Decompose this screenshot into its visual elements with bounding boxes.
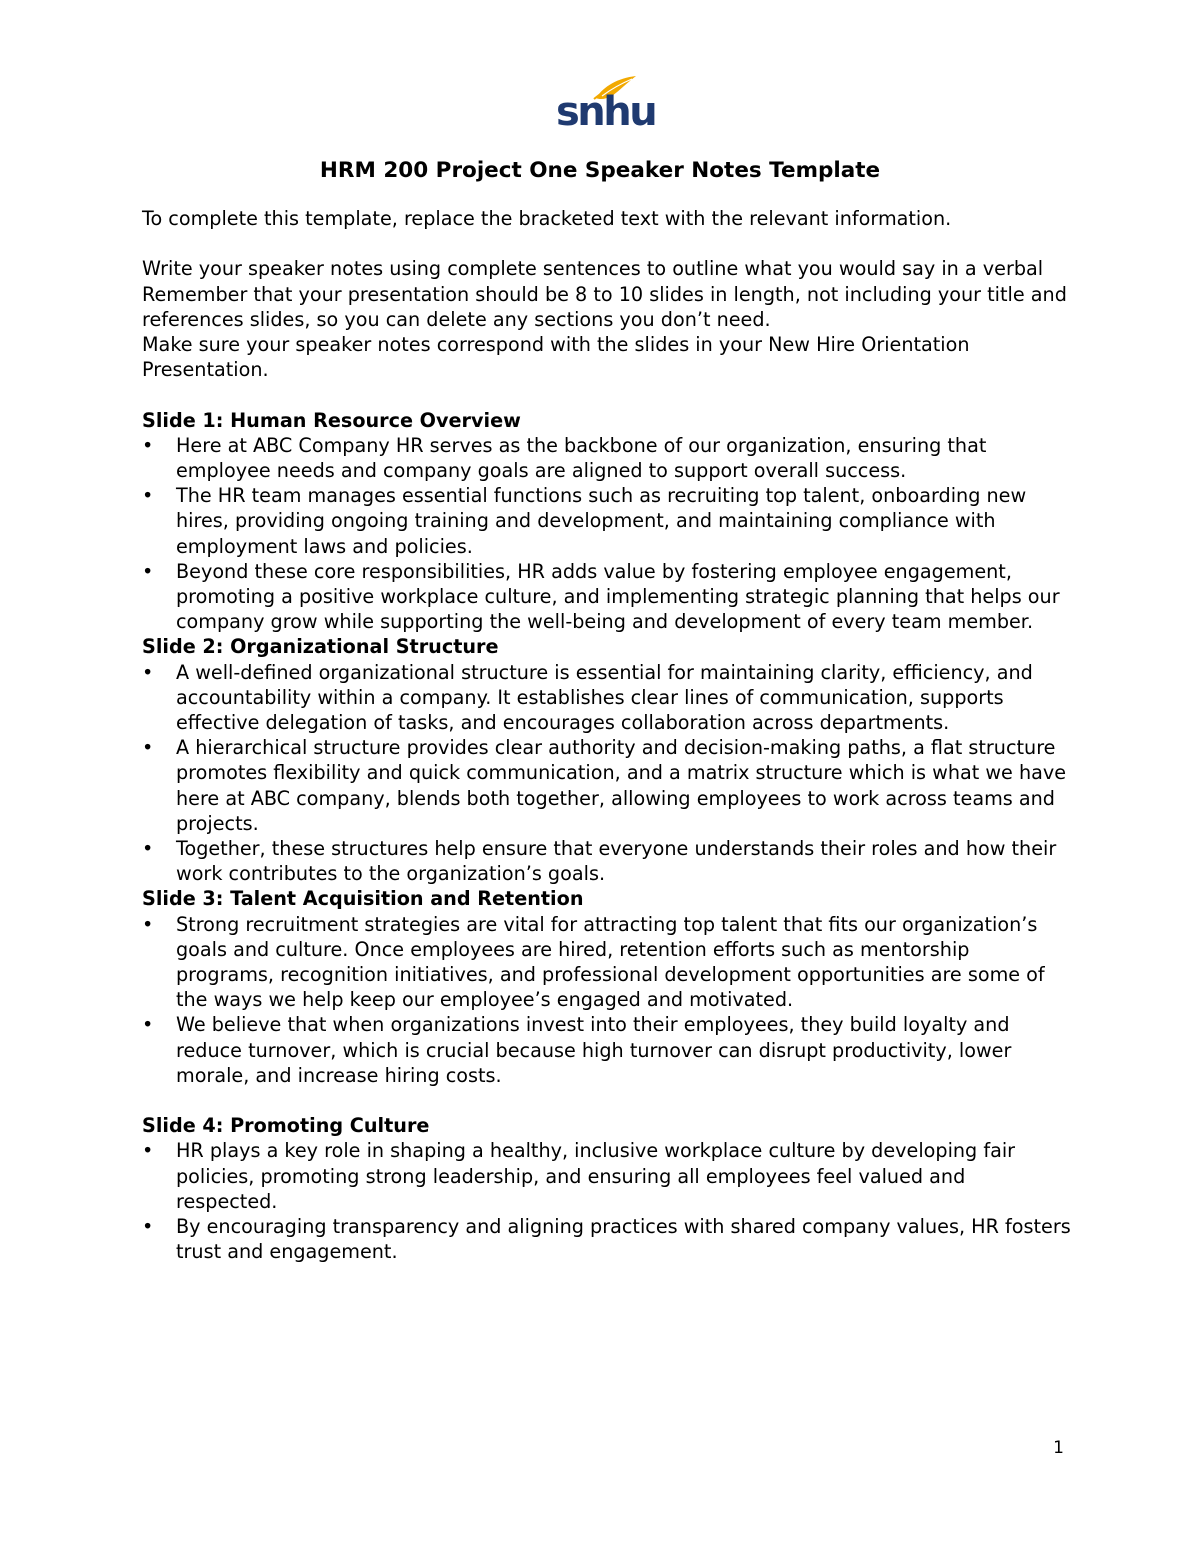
slide-3-bullet-list — [142, 912, 1072, 1088]
slide-4-section — [142, 1113, 1072, 1264]
bullet-icon: • — [142, 837, 154, 861]
document-body — [142, 206, 1072, 1264]
bullet-text: Here at ABC Company HR serves as the backbone of our organization, ensuring that employee needs and company goals are aligned to support overall success. — [176, 433, 987, 482]
bullet-icon: • — [142, 912, 154, 936]
slide-1-section — [142, 408, 1072, 635]
bullet-item — [142, 912, 1072, 1013]
bullet-icon: • — [142, 433, 154, 457]
bullet-icon: • — [142, 1215, 154, 1239]
snhu-logo — [556, 74, 656, 135]
logo-wordmark: snhu — [556, 89, 656, 135]
bullet-icon: • — [142, 660, 154, 684]
slide-4-bullet-list — [142, 1138, 1072, 1264]
template-instruction: To complete this template, replace the bracketed text with the relevant information. — [142, 207, 952, 230]
slide-2-section — [142, 634, 1072, 886]
bullet-icon: • — [142, 1139, 154, 1163]
bullet-text: We believe that when organizations invest into their employees, they build loyalty and reduce turnover, which is crucial because high turnover can disrupt productivity, lower morale, and increase hiring costs. — [176, 1013, 1012, 1087]
bullet-icon: • — [142, 484, 154, 508]
slide-2-heading: Slide 2: Organizational Structure — [142, 635, 499, 659]
bullet-icon: • — [142, 736, 154, 760]
intro-line-3: Make sure your speaker notes correspond with the slides in your New Hire Orientation Presentation. — [142, 333, 970, 382]
bullet-item — [142, 559, 1072, 635]
bullet-icon: • — [142, 559, 154, 583]
bullet-text: A well-defined organizational structure is essential for maintaining clarity, efficiency, and accountability within a company. It establishes clear lines of communication, supports effective delegation of tasks, and encourages collaboration across departments. — [176, 660, 1033, 735]
document-title: HRM 200 Project One Speaker Notes Template — [319, 158, 881, 183]
slide-1-heading: Slide 1: Human Resource Overview — [142, 408, 521, 432]
bullet-item — [142, 660, 1072, 736]
bullet-text: Together, these structures help ensure that everyone understands their roles and how their work contributes to the organization’s goals. — [176, 837, 1057, 886]
paragraph-spacer — [142, 1088, 1072, 1113]
bullet-item — [142, 836, 1072, 886]
paragraph-spacer — [142, 231, 1072, 256]
bullet-text: Beyond these core responsibilities, HR adds value by fostering employee engagement, promoting a positive workplace culture, and implementing strategic planning that helps our company grow while supporting the well-being and development of every team member. — [176, 559, 1060, 634]
slide-3-section — [142, 886, 1072, 1088]
bullet-item — [142, 483, 1072, 559]
bullet-item — [142, 735, 1072, 836]
slide-1-bullet-list — [142, 433, 1072, 635]
bullet-item — [142, 433, 1072, 483]
intro-line-1: Write your speaker notes using complete sentences to outline what you would say in a verbal — [142, 257, 1044, 281]
bullet-text: By encouraging transparency and aligning practices with shared company values, HR fosters trust and engagement. — [176, 1215, 1071, 1264]
page-number: 1 — [1053, 1438, 1064, 1458]
intro-line-2: Remember that your presentation should be 8 to 10 slides in length, not including your title and references slides, so you can delete any sections you don’t need. — [142, 282, 1067, 331]
slide-3-heading: Slide 3: Talent Acquisition and Retention — [142, 887, 584, 911]
paragraph-spacer — [142, 382, 1072, 407]
slide-2-bullet-list — [142, 660, 1072, 887]
slide-4-heading: Slide 4: Promoting Culture — [142, 1114, 430, 1138]
bullet-item — [142, 1012, 1072, 1088]
bullet-item — [142, 1138, 1072, 1214]
bullet-icon: • — [142, 1013, 154, 1037]
bullet-text: The HR team manages essential functions such as recruiting top talent, onboarding new hires, providing ongoing training and development, and maintaining compliance with employment laws and policies. — [176, 484, 1027, 558]
bullet-text: Strong recruitment strategies are vital for attracting top talent that fits our organization’s goals and culture. Once employees are hired, retention efforts such as mentorship programs, recognition initiatives, and professional development opportunities are some of the ways we help keep our employee’s engaged and motivated. — [176, 912, 1045, 1012]
bullet-text: A hierarchical structure provides clear authority and decision-making paths, a flat structure promotes flexibility and quick communication, and a matrix structure which is what we have here at ABC company, blends both together, allowing employees to work across teams and projects. — [176, 736, 1067, 835]
bullet-text: HR plays a key role in shaping a healthy, inclusive workplace culture by developing fair policies, promoting strong leadership, and ensuring all employees feel valued and respected. — [176, 1139, 1016, 1213]
bullet-item — [142, 1214, 1072, 1264]
